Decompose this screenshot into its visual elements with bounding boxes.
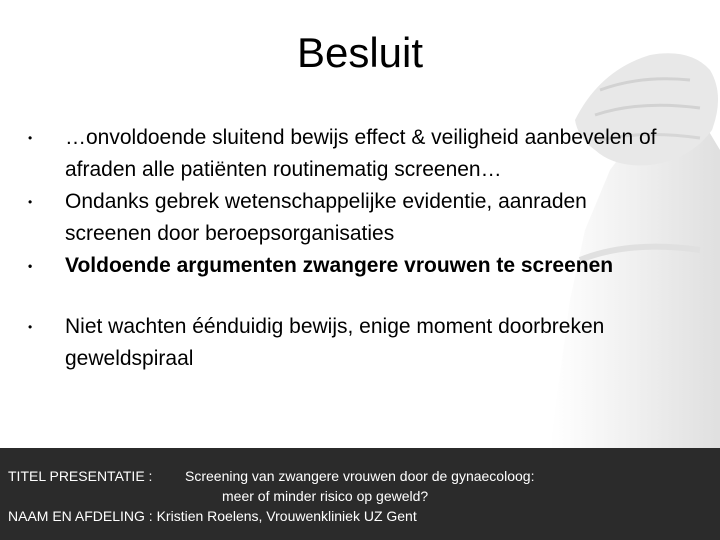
bullet-text: Niet wachten éénduidig bewijs, enige moment doorbreken geweldspiraal [65, 315, 605, 370]
bullet-item [28, 250, 668, 282]
bullet-dot-icon: • [28, 195, 33, 209]
footer-title-line1: Screening van zwangere vrouwen door de gynaecoloog: [185, 468, 535, 484]
footer-title-line2: meer of minder risico op geweld? [222, 488, 429, 504]
bullet-text: …onvoldoende sluitend bewijs effect & veiligheid aanbevelen of afraden alle patiënten routinematig screenen… [65, 126, 657, 181]
bullet-item [28, 311, 668, 375]
bullet-list [28, 122, 668, 375]
slide-title: Besluit [296, 29, 424, 76]
footer-name-line: NAAM EN AFDELING : Kristien Roelens, Vrouwenkliniek UZ Gent [8, 508, 417, 524]
bullet-dot-icon: • [28, 131, 33, 145]
footer-bar [0, 448, 720, 540]
bullet-item [28, 186, 668, 250]
bullet-item [28, 122, 668, 186]
footer-title-label: TITEL PRESENTATIE : [8, 468, 153, 484]
bullet-dot-icon: • [28, 259, 33, 273]
bullet-text: Ondanks gebrek wetenschappelijke evidentie, aanraden screenen door beroepsorganisaties [65, 190, 587, 245]
bullet-text: Voldoende argumenten zwangere vrouwen te screenen [65, 254, 614, 277]
bullet-dot-icon: • [28, 320, 33, 334]
